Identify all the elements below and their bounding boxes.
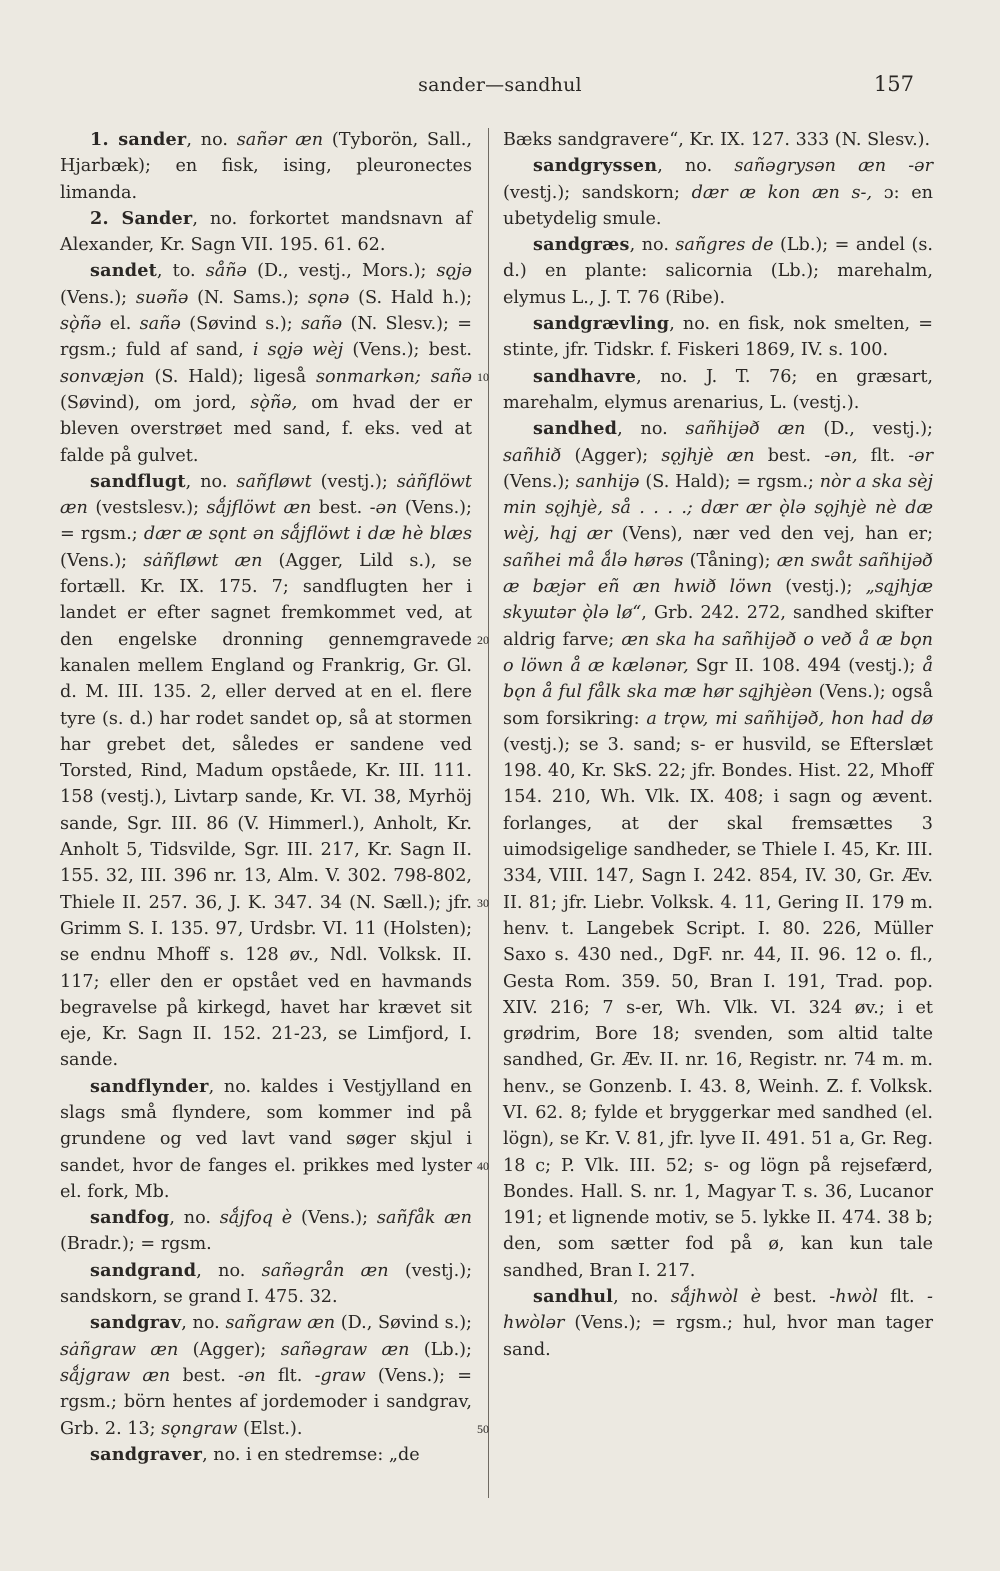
dialect-form: sǫngraw <box>161 1418 238 1439</box>
entry-text: (Søvind s.); <box>180 314 301 335</box>
entry-text: Sgr II. 108. 494 (vestj.); <box>688 655 923 676</box>
left-column <box>60 127 472 1468</box>
dialect-form: sañə <box>300 314 343 335</box>
dialect-form: æn ska ha sañhijəð o veð å æ bǫn o löwn å æ kælənər, <box>503 629 934 676</box>
entry-text: best. <box>761 1287 830 1308</box>
dictionary-entry <box>503 232 933 311</box>
entry-headword: sandgræs <box>533 234 630 256</box>
dictionary-entry <box>60 206 472 259</box>
entry-text: , no. <box>617 419 686 440</box>
page-number: 157 <box>873 72 914 96</box>
dialect-form: sǻjflöwt æn <box>206 498 312 519</box>
entry-text: (Agger, Lild s.), se fortæll. Kr. IX. 175. 7; sandflugten her i landet er efter sagnet fremkommet ved, at den engelske dronning gennemgravede kanalen mellem England og Frankrig, Gr. Gl. d. M. III. 135. 2, eller derved at en el. flere tyre (s. d.) har rodet sandet op, så at stormen har grebet det, således er sandene ved Torsted, Rind, Madum opståede, Kr. III. 111. 158 (vestj.), Livtarp sande, Kr. VI. 38, Myrhöj sande, Sgr. III. 86 (V. Himmerl.), Anholt, Kr. Anholt 5, Tidsvilde, Sgr. III. 217, Kr. Sagn II. 155. 32, III. 396 nr. 13, Alm. V. 302. 798-802, Thiele II. 257. 36, J. K. 347. 34 (N. Sæll.); jfr. Grimm S. I. 135. 97, Urdsbr. VI. 11 (Holsten); se endnu Mhoff s. 128 øv., Ndl. Volksk. II. 117; eller den er opstået ved en havmands begravelse på kirkegd, havet har krævet sit eje, Kr. Sagn II. 152. 21-23, se Limfjord, I. sande. <box>60 550 472 1071</box>
entry-text: (S. Hald); ligeså <box>144 366 316 387</box>
right-column <box>503 127 933 1363</box>
entry-text: (Vens.); <box>503 471 576 492</box>
dictionary-entry <box>503 153 933 232</box>
entry-text: (vestj.); sandskorn; <box>503 182 692 203</box>
dictionary-entry <box>503 1284 933 1363</box>
entry-text: , no. kaldes i Vestjylland en slags små flyndere, som kommer ind på grundene og ved lavt vand søger skjul i sandet, hvor de fanges el. prikkes med lyster el. fork, Mb. <box>60 1076 472 1202</box>
dialect-form: sañər æn <box>236 130 324 150</box>
dialect-form: sǫ̀ñə <box>60 314 102 335</box>
entry-text: (Vens.); = rgsm.; börn hentes af jordemoder i sandgrav, Grb. 2. 13; <box>60 1365 472 1439</box>
entry-text: (vestj.); <box>772 577 866 598</box>
dictionary-entry <box>503 364 933 417</box>
page-header <box>0 70 1000 100</box>
entry-headword: sandgryssen <box>533 155 658 177</box>
dialect-form: sǫ̀ñə, <box>250 392 298 413</box>
entry-headword: sandet <box>90 260 157 282</box>
dialect-form: -ən, <box>824 445 858 466</box>
dictionary-entry <box>60 1205 472 1258</box>
dictionary-entry <box>60 1442 472 1468</box>
entry-text: om hvad der er bleven overstrøet med sand, f. eks. ved at falde på gulvet. <box>60 392 473 466</box>
line-number: 10 <box>477 369 489 384</box>
entry-text: (Vens.); = rgsm.; <box>60 498 472 545</box>
running-head: sander—sandhul <box>418 74 582 96</box>
entry-text: , no. <box>186 130 237 150</box>
dialect-form: -hwòl <box>829 1287 878 1308</box>
entry-headword: 2. Sander <box>90 207 193 229</box>
entry-text: (Vens.); <box>292 1208 377 1229</box>
entry-text: best. <box>170 1365 239 1386</box>
dialect-form: sañəgraw æn <box>280 1339 410 1360</box>
dictionary-entry <box>60 1258 472 1311</box>
entry-headword: 1. sander <box>90 129 187 150</box>
entry-text: (Vens.); best. <box>343 340 472 361</box>
entry-text: , Grb. 242. 272, sandhed skifter aldrig farve; <box>503 603 933 650</box>
dialect-form: sǫ̣jə <box>436 261 472 282</box>
entry-headword: sandflugt <box>90 470 186 492</box>
dialect-form: sañhið <box>503 445 562 466</box>
dialect-form: -graw <box>314 1365 366 1386</box>
entry-text: , no. <box>657 156 735 177</box>
entry-headword: sandhavre <box>533 365 637 387</box>
dictionary-entry <box>503 416 933 1284</box>
entry-text: , to. <box>156 261 206 282</box>
dialect-form: -hwòlər <box>503 1287 933 1334</box>
entry-text: (Lb.); <box>409 1339 472 1360</box>
entry-text: (Vens.); <box>60 287 136 308</box>
dictionary-entry <box>60 258 472 468</box>
entry-text: (N. Sams.); <box>188 287 309 308</box>
dialect-form: sȧñgraw æn <box>60 1339 179 1360</box>
entry-text: (N. Slesv.); = rgsm.; fuld af sand, <box>60 314 472 361</box>
entry-text: best. <box>754 445 825 466</box>
dialect-form: sañgraw æn <box>225 1313 336 1334</box>
dialect-form: -ən <box>238 1365 266 1386</box>
entry-text: (Elst.). <box>237 1418 303 1439</box>
entry-text: (S. Hald h.); <box>349 287 472 308</box>
dialect-form: i sǫ̣jə wèj <box>252 340 344 361</box>
entry-text: el. <box>101 314 140 335</box>
dictionary-entry <box>60 127 472 206</box>
dialect-form: sañgres de <box>675 235 774 256</box>
entry-text: (Tåning); <box>683 550 777 571</box>
entry-text: (Lb.); = andel (s. d.) en plante: salicornia (Lb.); marehalm, elymus L., J. T. 76 (Ribe). <box>503 235 933 308</box>
dialect-form: „sąjhjæ skyɯtər ǫ̀lə lø“ <box>503 577 933 624</box>
entry-text: (Søvind), om jord, <box>60 392 251 413</box>
dictionary-entry <box>60 469 472 1074</box>
entry-text: (Bradr.); = rgsm. <box>60 1234 212 1255</box>
line-number: 20 <box>477 632 489 647</box>
dialect-form: sañfløwt <box>236 471 312 492</box>
entry-text: flt. <box>877 1287 928 1308</box>
entry-text: , no. <box>629 235 676 256</box>
line-number: 50 <box>477 1421 489 1436</box>
entry-text: , no. <box>169 1208 220 1229</box>
dialect-form: sonvæjən <box>60 366 145 387</box>
entry-text: , no. en fisk, nok smelten, = stinte, jfr. Tidskr. f. Fiskeri 1869, IV. s. 100. <box>503 314 933 361</box>
entry-headword: sandhed <box>533 418 618 440</box>
dialect-form: sanhijə <box>575 471 640 492</box>
line-number: 30 <box>477 895 489 910</box>
dialect-form: sañhijəð æn <box>685 419 806 440</box>
dialect-form: sañfåk æn <box>376 1208 472 1229</box>
entry-text: (Agger); <box>178 1339 281 1360</box>
entry-text: (vestj.); sandskorn, se grand I. 475. 32. <box>60 1260 473 1308</box>
dialect-form: sȧñfløwt æn <box>143 550 263 571</box>
entry-text: (vestj.); se 3. sand; s- er husvild, se Efterslæt 198. 40, Kr. SkS. 22; jfr. Bondes. Hist. 22, Mhoff 154. 210, Wh. Vlk. IX. 408; i sagn og ævent. forlanges, at der skal fremsættes 3 uimodsigelige sandheder, se Thiele I. 45, Kr. III. 334, VIII. 147, Sagn I. 242. 854, IV. 30, Gr. Æv. II. 81; jfr. Liebr. Volksk. 4. 11, Gering II. 179 m. henv. t. Langebek Script. I. 80. 226, Müller Saxo s. 430 ned., DgF. nr. 44, II. 96. 12 o. fl., Gesta Rom. 359. 50, Bran I. 191, Trad. pop. XIV. 216; 7 s-er, Wh. Vlk. VI. 324 øv.; i et grødrim, Bore 18; svenden, som altid talte sandhed, Gr. Æv. II. nr. 16, Registr. nr. 74 m. m. henv., se Gonzenb. I. 43. 8, Weinh. Z. f. Volksk. VI. 62. 8; fylde et bryggerkar med sandhed (el. lögn), se Kr. V. 81, jfr. lyve II. 491. 51 a, Gr. Reg. 18 c; P. Vlk. III. 52; s- og lögn på rejsefærd, Bondes. Hall. S. nr. 1, Magyar T. s. 36, Lucanor 191; et lignende motiv, se 5. lykke II. 474. 38 b; den, som sætter fod på ø, kan kun tale sandhed, Bran I. 217. <box>503 734 933 1281</box>
dialect-form: æn swåt sañhijəð æ bæjər eñ æn hwið löwn <box>503 550 934 598</box>
entry-text: , no. i en stedremse: „de <box>202 1444 420 1465</box>
entry-headword: sandgrand <box>90 1259 197 1281</box>
entry-text: Bæks sandgravere“, Kr. IX. 127. 333 (N. Slesv.). <box>503 130 931 150</box>
dialect-form: dær æ sǫnt ən sǻjflöwt i dæ hè blæs <box>143 524 472 545</box>
entry-text: , no. forkortet mandsnavn af Alexander, Kr. Sagn VII. 195. 61. 62. <box>60 208 472 256</box>
dialect-form: nòr a ska sèj min sǫjhjè, så . . . .; dær ær ǫ̀lə sǫjhjè nè dæ wèj, hąj ær <box>503 471 933 545</box>
entry-text: (Vens.); = rgsm.; hul, hvor man tager sand. <box>503 1313 933 1360</box>
entry-text: flt. <box>265 1365 315 1386</box>
dialect-form: suəñə <box>135 287 189 308</box>
entry-text: , no. <box>613 1287 671 1308</box>
dictionary-entry <box>60 1074 472 1205</box>
entry-headword: sandgraver <box>90 1443 203 1465</box>
entry-text: (vestslesv.); <box>87 498 207 519</box>
entry-text: (Vens.); også som forsikring: <box>503 682 933 729</box>
dialect-form: såñə <box>205 261 247 282</box>
entry-text: , no. J. T. 76; en græsart, marehalm, elymus arenarius, L. (vestj.). <box>503 366 933 413</box>
entry-text: , no. <box>185 471 237 492</box>
entry-text: ɔ: en ubetydelig smule. <box>503 182 934 229</box>
dialect-form: a trǫw, mi sañhijəð, hon had dø <box>646 708 933 729</box>
entry-headword: sandgrav <box>90 1312 182 1334</box>
entry-headword: sandflynder <box>90 1075 209 1097</box>
dialect-form: sǻjgraw æn <box>60 1365 171 1386</box>
dialect-form: sañəgrån æn <box>261 1260 389 1281</box>
entry-text: (D., vestj., Mors.); <box>246 261 437 282</box>
dictionary-entry <box>503 311 933 364</box>
entry-text: (D., vestj.); <box>805 419 933 440</box>
entry-text: flt. <box>857 445 909 466</box>
dialect-form: -ər <box>908 445 933 466</box>
entry-text: , no. <box>181 1313 226 1334</box>
dialect-form: -ən <box>369 498 398 519</box>
line-number: 40 <box>477 1158 489 1173</box>
dialect-form: sonmarkən; sañə <box>315 366 472 387</box>
entry-text: (Agger); <box>561 445 662 466</box>
dialect-form: sañhei må ǻlə hørəs <box>503 550 684 571</box>
entry-text: best. <box>311 498 370 519</box>
entry-headword: sandfog <box>90 1207 170 1229</box>
line-number-gutter <box>474 127 504 1527</box>
entry-text: (D., Søvind s.); <box>335 1313 472 1334</box>
entry-text: (Vens), nær ved den vej, han er; <box>611 524 933 545</box>
dialect-form: dær æ kon æn s-, <box>691 182 873 203</box>
dialect-form: sǻjhwòl è <box>670 1287 762 1308</box>
entry-text: (Tyborön, Sall., Hjarbæk); en fisk, ising, pleuronectes limanda. <box>60 130 472 203</box>
entry-text: (vestj.); <box>311 471 397 492</box>
dialect-form: sañə <box>139 314 181 335</box>
dialect-form: sǫnə <box>308 287 350 308</box>
dialect-form: å bǫn å ful fålk ska mæ hør sąjhjèən <box>503 655 933 703</box>
dialect-form: sañəgrysən æn -ər <box>734 156 933 177</box>
entry-headword: sandgrævling <box>533 313 670 335</box>
dictionary-entry <box>60 1310 472 1441</box>
entry-text: (S. Hald); = rgsm.; <box>639 471 820 492</box>
entry-text: , no. <box>196 1260 262 1281</box>
dialect-form: sǫjhjè æn <box>661 445 755 466</box>
dialect-form: sȧñflöwt æn <box>60 471 472 519</box>
entry-headword: sandhul <box>533 1286 614 1308</box>
dictionary-entry <box>503 127 933 153</box>
entry-text: (Vens.); <box>60 550 144 571</box>
dialect-form: sǻjfoq è <box>219 1208 293 1229</box>
